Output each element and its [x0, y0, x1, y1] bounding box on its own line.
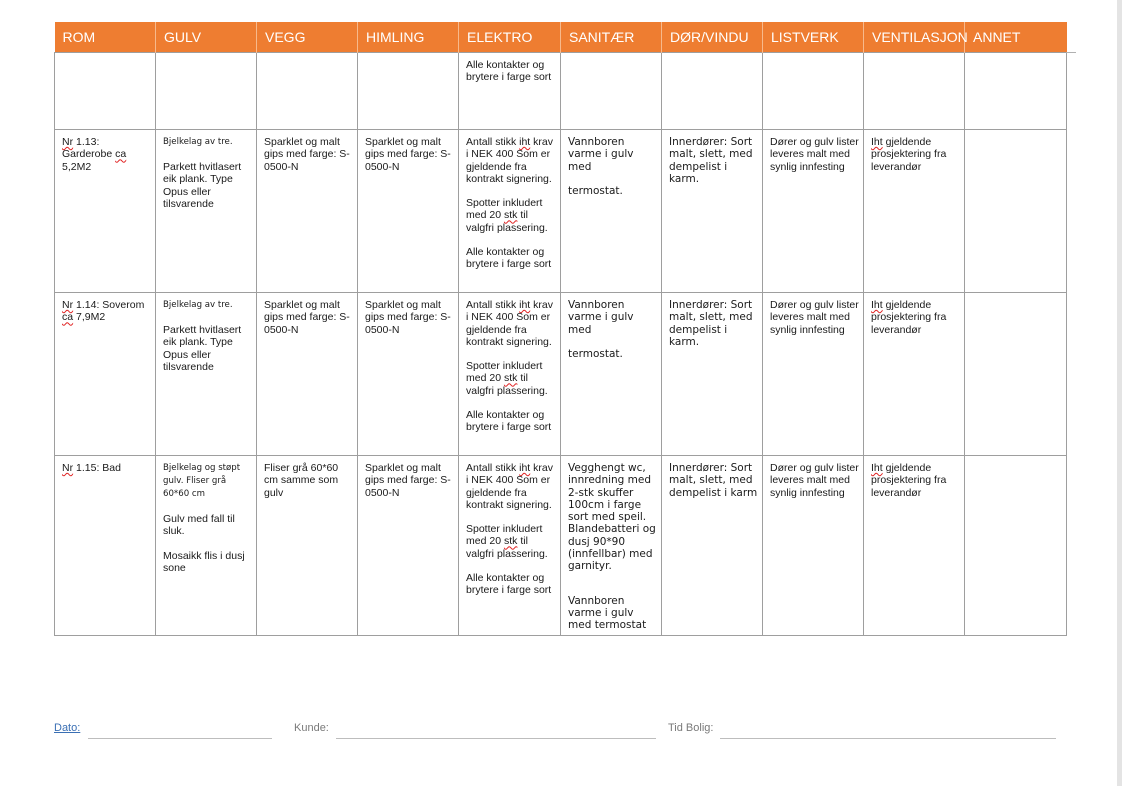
cell-paragraph: Antall stikk iht krav i NEK 400 Som er gjeldende fra kontrakt signering.	[466, 136, 553, 185]
column-header-vegg: VEGG	[257, 22, 358, 53]
customer-signature-line	[336, 738, 656, 739]
cell-paragraph: Vannboren varme i gulv med	[568, 136, 634, 173]
cell-paragraph: Spotter inkludert med 20 stk til valgfri plassering.	[466, 523, 548, 560]
cell-sanitaer	[561, 53, 662, 130]
cell-gulv	[156, 53, 257, 130]
cell-himling	[358, 293, 459, 456]
cell-elektro	[459, 53, 561, 130]
cell-listverk	[763, 53, 864, 130]
cell-paragraph: Alle kontakter og brytere i farge sort	[466, 572, 552, 597]
cell-paragraph: Sparklet og malt gips med farge: S-0500-N	[365, 136, 451, 173]
cell-vegg	[257, 293, 358, 456]
company-signature-line	[720, 738, 1056, 739]
cell-paragraph: Sparklet og malt gips med farge: S-0500-N	[365, 462, 451, 499]
date-signature-line	[88, 738, 272, 739]
column-header-listverk: LISTVERK	[763, 22, 864, 53]
cell-paragraph: Sparklet og malt gips med farge: S-0500-N	[264, 299, 350, 336]
cell-paragraph: Iht gjeldende prosjektering fra leverandør	[871, 136, 947, 173]
cell-elektro	[459, 456, 561, 636]
cell-paragraph: Bjelkelag av tre.	[163, 300, 233, 310]
cell-paragraph: Parkett hvitlasert eik plank. Type Opus eller tilsvarende	[163, 161, 242, 210]
table-row	[55, 293, 1067, 456]
cell-ventilasjon	[864, 456, 965, 636]
cell-sanitaer	[561, 130, 662, 293]
header-row	[55, 22, 1067, 53]
cell-himling	[358, 130, 459, 293]
cell-paragraph: Iht gjeldende prosjektering fra leverandør	[871, 462, 947, 499]
cell-paragraph: Vegghengt wc, innredning med 2-stk skuffer 100cm i farge sort med speil. Blandebatteri og dusj 90*90 (innfellbar) med garnityr.	[568, 462, 656, 573]
cell-annet	[965, 293, 1067, 456]
cell-paragraph: Innerdører: Sort malt, slett, med dempelist i karm	[669, 462, 758, 499]
date-label: Dato:	[54, 722, 81, 734]
cell-dor-vindu	[662, 456, 763, 636]
cell-elektro	[459, 130, 561, 293]
cell-paragraph: Sparklet og malt gips med farge: S-0500-N	[365, 299, 451, 336]
cell-paragraph: Vannboren varme i gulv med	[568, 299, 634, 336]
table-row	[55, 456, 1067, 636]
cell-paragraph: Innerdører: Sort malt, slett, med dempelist i karm.	[669, 136, 753, 185]
cell-vegg	[257, 130, 358, 293]
cell-gulv	[156, 293, 257, 456]
customer-label: Kunde:	[294, 722, 329, 734]
column-header-annet: ANNET	[965, 22, 1067, 53]
cell-paragraph: Antall stikk iht krav i NEK 400 Som er gjeldende fra kontrakt signering.	[466, 299, 553, 348]
cell-paragraph: Spotter inkludert med 20 stk til valgfri plassering.	[466, 197, 548, 234]
table-row	[55, 130, 1067, 293]
table-row	[55, 53, 1067, 130]
cell-listverk	[763, 293, 864, 456]
cell-paragraph: Vannboren varme i gulv med termostat	[568, 594, 647, 632]
cell-paragraph: Innerdører: Sort malt, slett, med dempelist i karm.	[669, 299, 753, 348]
cell-annet	[965, 53, 1067, 130]
cell-dor-vindu	[662, 130, 763, 293]
cell-ventilasjon	[864, 130, 965, 293]
cell-paragraph: Mosaikk flis i dusj sone	[163, 549, 245, 574]
cell-rom	[55, 293, 156, 456]
cell-listverk	[763, 130, 864, 293]
cell-paragraph: Spotter inkludert med 20 stk til valgfri plassering.	[466, 360, 548, 397]
cell-dor-vindu	[662, 293, 763, 456]
cell-paragraph: Dører og gulv lister leveres malt med synlig innfesting	[770, 299, 859, 336]
cell-annet	[965, 130, 1067, 293]
cell-paragraph: Nr 1.15: Bad	[62, 462, 121, 474]
cell-paragraph: Gulv med fall til sluk.	[163, 513, 235, 538]
cell-rom	[55, 456, 156, 636]
cell-paragraph: Fliser grå 60*60 cm samme som gulv	[264, 462, 339, 499]
cell-dor-vindu	[662, 53, 763, 130]
cell-rom	[55, 130, 156, 293]
cell-himling	[358, 53, 459, 130]
column-header-d-r-vindu: DØR/VINDU	[662, 22, 763, 53]
cell-listverk	[763, 456, 864, 636]
cell-paragraph: Iht gjeldende prosjektering fra leverandør	[871, 299, 947, 336]
cell-paragraph: Sparklet og malt gips med farge: S-0500-N	[264, 136, 350, 173]
cell-paragraph: termostat.	[568, 347, 623, 360]
cell-paragraph: Dører og gulv lister leveres malt med synlig innfesting	[770, 462, 859, 499]
cell-paragraph: Alle kontakter og brytere i farge sort	[466, 59, 552, 84]
column-header-himling: HIMLING	[358, 22, 459, 53]
cell-rom	[55, 53, 156, 130]
cell-gulv	[156, 130, 257, 293]
cell-paragraph: Nr 1.13: Garderobe ca 5,2M2	[62, 136, 127, 173]
cell-paragraph: Parkett hvitlasert eik plank. Type Opus eller tilsvarende	[163, 324, 242, 373]
header-rule	[1066, 52, 1076, 53]
cell-ventilasjon	[864, 293, 965, 456]
cell-vegg	[257, 456, 358, 636]
cell-paragraph: Bjelkelag av tre.	[163, 137, 233, 147]
cell-gulv	[156, 456, 257, 636]
page-edge	[1117, 0, 1122, 786]
column-header-rom: ROM	[55, 22, 156, 53]
column-header-elektro: ELEKTRO	[459, 22, 561, 53]
cell-vegg	[257, 53, 358, 130]
cell-paragraph: Antall stikk iht krav i NEK 400 Som er gjeldende fra kontrakt signering.	[466, 462, 553, 511]
cell-paragraph: Dører og gulv lister leveres malt med synlig innfesting	[770, 136, 859, 173]
cell-sanitaer	[561, 456, 662, 636]
column-header-gulv: GULV	[156, 22, 257, 53]
cell-annet	[965, 456, 1067, 636]
column-header-sanit-r: SANITÆR	[561, 22, 662, 53]
cell-paragraph: termostat.	[568, 184, 623, 197]
cell-paragraph: Nr 1.14: Soverom ca 7,9M2	[62, 299, 145, 324]
company-label: Tid Bolig:	[668, 722, 714, 734]
column-header-ventilasjon: VENTILASJON	[864, 22, 965, 53]
cell-paragraph: Alle kontakter og brytere i farge sort	[466, 409, 552, 434]
cell-paragraph: Bjelkelag og støpt gulv. Fliser grå 60*60 cm	[163, 463, 241, 499]
cell-ventilasjon	[864, 53, 965, 130]
cell-elektro	[459, 293, 561, 456]
room-spec-table	[54, 22, 1067, 636]
cell-himling	[358, 456, 459, 636]
cell-sanitaer	[561, 293, 662, 456]
cell-paragraph: Alle kontakter og brytere i farge sort	[466, 246, 552, 271]
